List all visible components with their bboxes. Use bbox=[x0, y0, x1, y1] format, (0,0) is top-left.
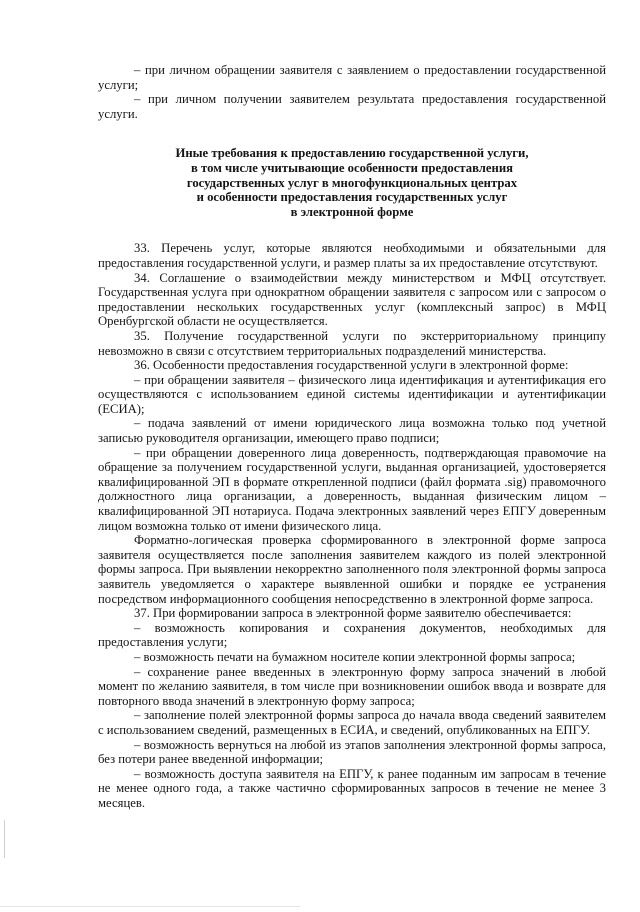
list-item: – возможность копирования и сохранения документов, необходимых для предоставления услуги; bbox=[98, 620, 606, 650]
paragraph-37: 37. При формировании запроса в электронной форме заявителю обеспечивается: bbox=[134, 606, 572, 621]
list-item: – подача заявлений от имени юридического лица возможна только под учетной записью руководителя организации, имеющего право подписи; bbox=[98, 416, 606, 446]
list-item: – заполнение полей электронной формы запроса до начала ввода сведений заявителем с использованием сведений, размещенных в ЕСИА, и сведений, опубликованных на ЕПГУ. bbox=[98, 708, 606, 737]
list-item: – при обращении доверенного лица доверенность, подтверждающая правомочие на обращение за получением государственной услуги, выданная организацией, удостоверяется квалифицированной ЭП в формате открепленной подписи (файл формата .sig) правомочного должностного лица организации, а доверенность, выданная физическим лицом – квалифицированной ЭП нотариуса. Подача электронных заявлений через ЕПГУ доверенным лицом возможна только от имени физического лица. bbox=[98, 445, 606, 533]
heading-line: и особенности предоставления государственных услуг bbox=[196, 190, 508, 205]
section-heading bbox=[98, 146, 606, 219]
heading-line: Иные требования к предоставлению государственной услуги, bbox=[175, 146, 529, 161]
paragraph: – при личном получении заявителем результата предоставления государственной услуги. bbox=[98, 92, 606, 121]
scan-artifact bbox=[4, 820, 5, 858]
heading-line: в том числе учитывающие особенности предоставления bbox=[191, 160, 513, 175]
document-body bbox=[98, 63, 606, 811]
scan-artifact bbox=[0, 906, 300, 907]
paragraph: – при личном обращении заявителя с заявлением о предоставлении государственной услуги; bbox=[98, 63, 606, 92]
heading-line: государственных услуг в многофункциональных центрах bbox=[186, 175, 518, 190]
paragraph: Форматно-логическая проверка сформированного в электронной форме запроса заявителя осуществляется после заполнения заявителем каждого из полей электронной формы запроса. При выявлении некорректно заполненного поля электронной формы запроса заявитель уведомляется о характере выявленной ошибки и порядке ее устранения посредством информационного сообщения непосредственно в электронной форме запроса. bbox=[98, 533, 606, 606]
list-item: – сохранение ранее введенных в электронную форму запроса значений в любой момент по желанию заявителя, в том числе при возникновении ошибок ввода и возврате для повторного ввода значений в электронную форму запроса; bbox=[98, 664, 606, 708]
paragraph-35: 35. Получение государственной услуги по экстерриториальному принципу невозможно в связи с отсутствием территориальных подразделений министерства. bbox=[98, 328, 606, 358]
list-item: – возможность печати на бумажном носителе копии электронной формы запроса; bbox=[134, 649, 576, 664]
list-item: – при обращении заявителя – физического лица идентификация и аутентификация его осуществляются с использованием единой системы идентификации и аутентификации (ЕСИА); bbox=[98, 372, 606, 416]
heading-line: в электронной форме bbox=[290, 204, 414, 219]
paragraph-34: 34. Соглашение о взаимодействии между министерством и МФЦ отсутствует. Государственная услуга при однократном обращении заявителя с запросом или с запросом о предоставлении нескольких государственных услуг (комплексный запрос) в МФЦ Оренбургской области не осуществляется. bbox=[98, 270, 606, 329]
list-item: – возможность доступа заявителя на ЕПГУ, к ранее поданным им запросам в течение не менее одного года, а также частично сформированных запросов в течение не менее 3 месяцев. bbox=[98, 766, 606, 810]
paragraph-33: 33. Перечень услуг, которые являются необходимыми и обязательными для предоставления государственной услуги, и размер платы за их предоставление отсутствуют. bbox=[98, 241, 606, 270]
paragraph-36: 36. Особенности предоставления государственной услуги в электронной форме: bbox=[134, 358, 569, 373]
list-item: – возможность вернуться на любой из этапов заполнения электронной формы запроса, без потери ранее введенной информации; bbox=[98, 737, 606, 767]
